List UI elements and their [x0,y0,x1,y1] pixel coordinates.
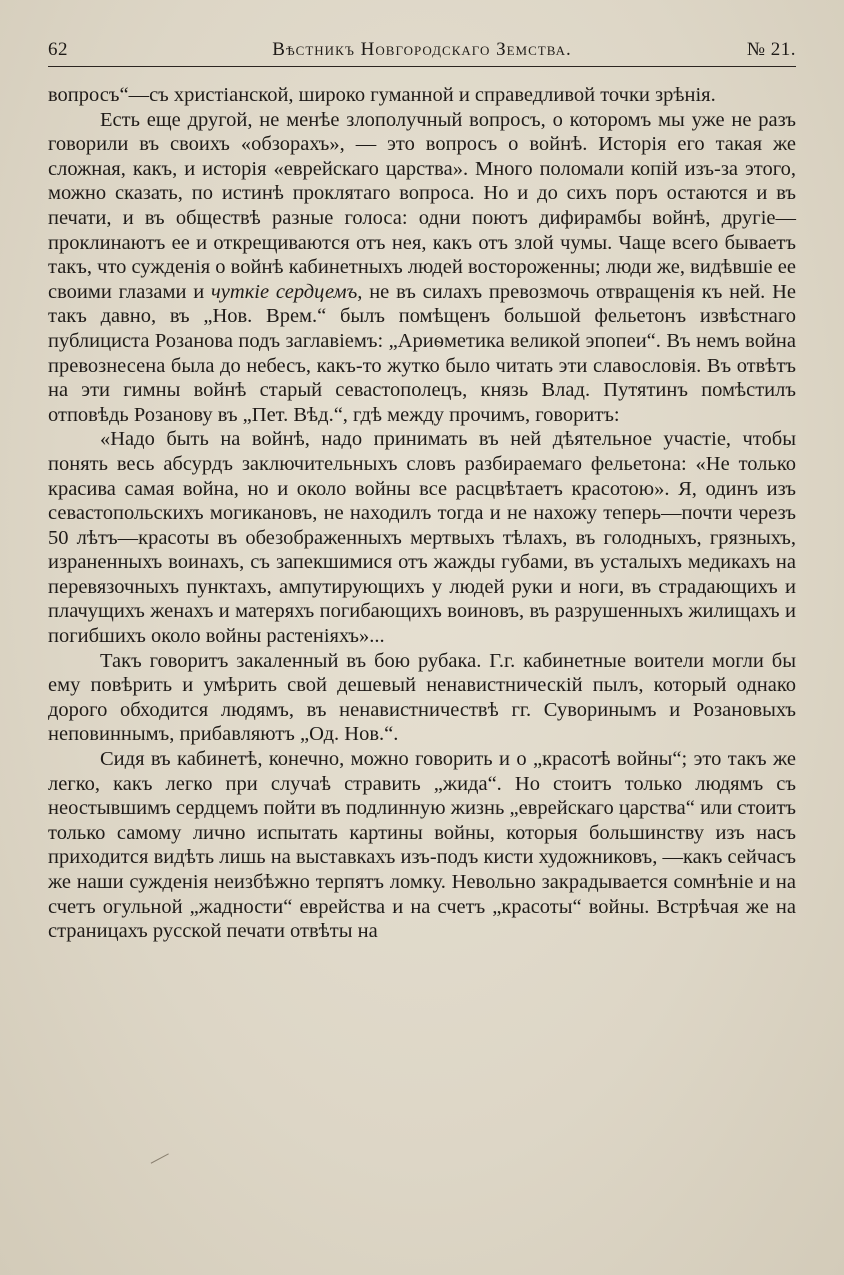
paragraph-veteran: Такъ говоритъ закаленный въ бою рубака. Г.г. кабинетные воители могли бы ему повѣрить и умѣрить свой дешевый ненавистническій пылъ, который однако дорого обходится людямъ, въ ненавистничествѣ гг. Суворинымъ и Розановыхъ неповиннымъ, прибавляютъ „Од. Нов.“. [48,649,796,746]
journal-title: Вѣстникъ Новгородскаго Земства. [272,39,572,60]
pen-mark [151,1153,170,1164]
paragraph-text: не въ силахъ превозмочь отвращенія къ ней. Не такъ давно, въ „Нов. Врем.“ былъ помѣщенъ большой фельетонъ извѣстнаго публициста Розанова подъ заглавіемъ: „Ариѳметика великой эпопеи“. Въ немъ война превознесена была до небесъ, какъ-то жутко было читать эти славословія. Въ отвѣтъ на эти гимны войнѣ старый севастополецъ, князь Влад. Путятинъ помѣстилъ отповѣдь Розанову въ „Пет. Вѣд.“, гдѣ между прочимъ, говоритъ: [48,280,796,426]
page-header [48,35,796,67]
article-body [48,83,796,944]
paragraph-war-question [48,108,796,428]
paragraph-cabinet: Сидя въ кабинетѣ, конечно, можно говорить и о „красотѣ войны“; это такъ же легко, какъ легко при случаѣ стравить „жида“. Но стоитъ только людямъ съ неостывшимъ сердцемъ пойти въ подлинную жизнь „еврейскаго царства“ или стоитъ только самому лично испытать картины войны, которыя большинству изъ насъ приходится видѣть лишь на выставкахъ изъ-подъ кисти художниковъ, —какъ сейчасъ же наши сужденія неизбѣжно терпятъ ломку. Невольно закрадывается сомнѣніе и на счетъ огульной „жадности“ еврейства и на счетъ „красоты“ войны. Встрѣчая же на страницахъ русской печати отвѣты на [48,748,796,943]
page-number: 62 [48,39,68,60]
paragraph-putyatin-quote: «Надо быть на войнѣ, надо принимать въ ней дѣятельное участіе, чтобы понять весь абсурдъ заключительныхъ словъ разбираемаго фельетона: «Не только красива самая война, но и около войны все расцвѣтаетъ красотою». Я, одинъ изъ севастопольскихъ могикановъ, не находилъ тогда и не нахожу теперь—почти черезъ 50 лѣтъ—красоты въ обезображенныхъ мертвыхъ тѣлахъ, въ голодныхъ, грязныхъ, израненныхъ воинахъ, съ запекшимися отъ жажды губами, въ усталыхъ медикахъ на перевязочныхъ пунктахъ, ампутирующихъ у людей руки и ноги, въ страдающихъ и плачущихъ женахъ и матеряхъ погибающихъ воиновъ, въ разрушенныхъ жилищахъ и погибшихъ около войны растеніяхъ»... [48,428,796,648]
issue-number: № 21. [746,39,796,60]
header-rule [48,66,796,67]
italic-phrase: чуткіе сердцемъ, [211,280,363,303]
paragraph-text: Есть еще другой, не менѣе злополучный вопросъ, о которомъ мы уже не разъ говорили въ своихъ «обзорахъ», — это вопросъ о войнѣ. Исторія его такая же сложная, какъ, и исторія «еврейскаго царства». Много поломали копій изъ-за этого, можно сказать, по истинѣ проклятаго вопроса. Но и до сихъ поръ остаются и въ печати, и въ обществѣ разные голоса: одни поютъ дифирамбы войнѣ, другіе—проклинаютъ ее и открещиваются отъ нея, какъ отъ злой чумы. Чаще всего бываетъ такъ, что сужденія о войнѣ кабинетныхъ людей востороженны; люди же, видѣвшіе ее своими глазами и [48,108,796,303]
paragraph-continuation: вопросъ“—съ христіанской, широко гуманной и справедливой точки зрѣнія. [48,84,716,106]
